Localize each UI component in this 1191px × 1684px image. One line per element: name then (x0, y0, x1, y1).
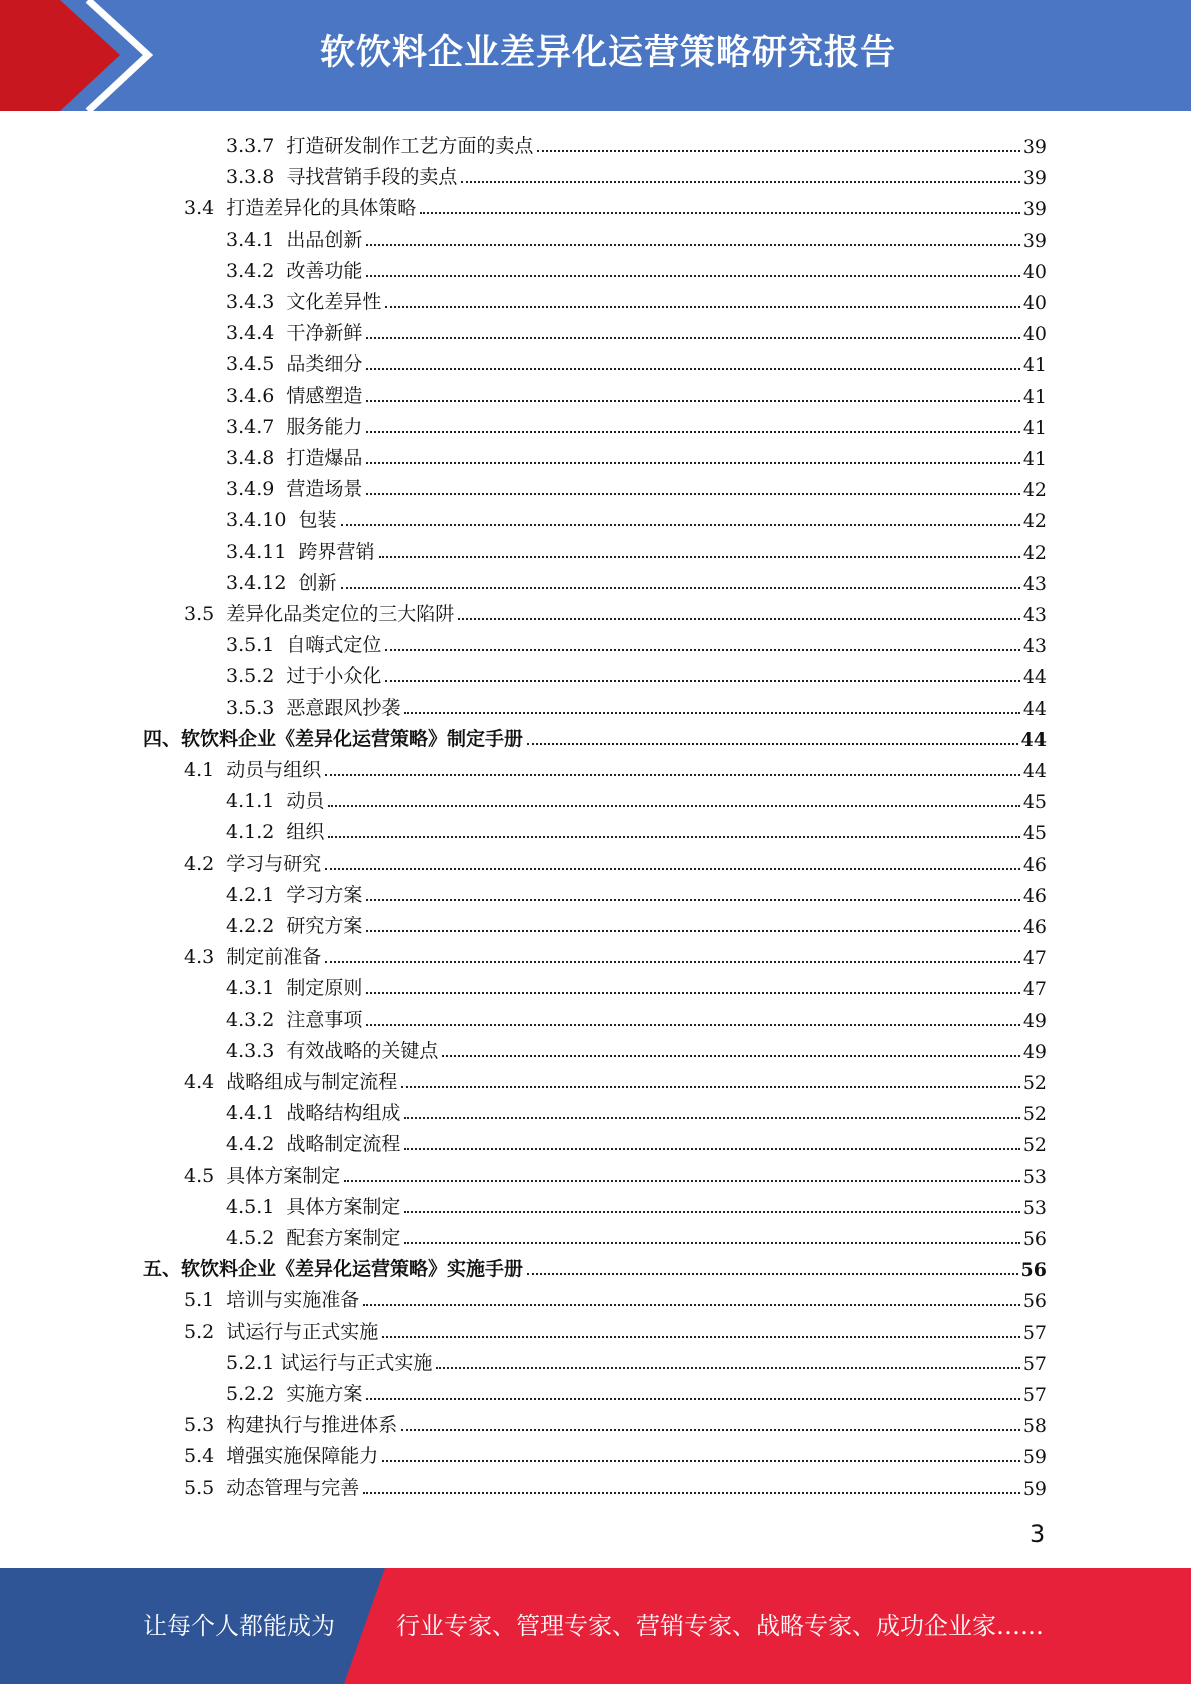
toc-entry-page: 44 (1022, 666, 1047, 689)
toc-entry-label: 4.5 具体方案制定 (184, 1164, 341, 1187)
toc-entry-label: 3.4.4 干净新鲜 (226, 322, 363, 345)
toc-leader-dots (537, 149, 1019, 152)
toc-entry-label: 3.5 差异化品类定位的三大陷阱 (184, 603, 455, 625)
toc-entry-label: 3.4.11 跨界营销 (226, 540, 375, 563)
toc-leader-dots (442, 1054, 1019, 1057)
toc-entry-page: 57 (1022, 1321, 1047, 1344)
toc-leader-dots (366, 929, 1019, 932)
toc-entry[interactable] (226, 1094, 1047, 1125)
toc-entry-page: 45 (1022, 791, 1047, 814)
toc-entry[interactable] (226, 564, 1047, 595)
toc-entry-page: 52 (1022, 1072, 1047, 1094)
toc-entry-label: 3.4.12 创新 (226, 571, 337, 594)
toc-leader-dots (341, 586, 1020, 589)
toc-entry-page: 40 (1022, 323, 1047, 346)
toc-entry-page: 39 (1022, 229, 1047, 252)
toc-entry[interactable] (143, 1250, 1047, 1281)
toc-entry-page: 41 (1022, 416, 1047, 439)
toc-entry-page: 41 (1022, 448, 1047, 470)
toc-entry[interactable] (226, 439, 1047, 470)
toc-leader-dots (341, 523, 1020, 526)
toc-leader-dots (366, 461, 1019, 464)
toc-entry-label: 5.2 试运行与正式实施 (184, 1320, 379, 1343)
toc-entry-label: 4.1.1 动员 (226, 790, 325, 813)
toc-leader-dots (366, 991, 1019, 994)
toc-entry[interactable] (184, 595, 1047, 626)
toc-entry-page: 39 (1022, 167, 1047, 190)
toc-entry[interactable] (184, 1157, 1047, 1188)
toc-entry-label: 4.3.1 制定原则 (226, 977, 363, 1000)
toc-entry[interactable] (226, 1125, 1047, 1156)
toc-entry[interactable] (226, 1344, 1047, 1375)
toc-entry[interactable] (226, 813, 1047, 844)
toc-entry-label: 4.3.2 注意事项 (226, 1008, 363, 1031)
toc-leader-dots (325, 960, 1020, 963)
toc-leader-dots (366, 1023, 1019, 1026)
toc-entry-page: 52 (1022, 1103, 1047, 1126)
toc-leader-dots (366, 399, 1019, 402)
toc-entry-label: 4.3 制定前准备 (184, 946, 322, 969)
toc-entry-label: 5.2.2 实施方案 (226, 1383, 363, 1405)
toc-entry-page: 46 (1022, 853, 1047, 876)
toc-entry-page: 42 (1022, 479, 1047, 502)
toc-entry-page: 43 (1022, 635, 1047, 658)
toc-entry-label: 3.3.8 寻找营销手段的卖点 (226, 166, 458, 189)
toc-entry-label: 四、软饮料企业《差异化运营策略》制定手册 (143, 727, 524, 750)
toc-entry[interactable] (226, 314, 1047, 345)
toc-entry-label: 4.2.1 学习方案 (226, 883, 363, 906)
toc-leader-dots (366, 492, 1019, 495)
toc-entry-label: 3.5.2 过于小众化 (226, 665, 382, 688)
toc-entry[interactable] (226, 377, 1047, 408)
toc-entry[interactable] (226, 345, 1047, 376)
toc-entry-label: 5.2.1 试运行与正式实施 (226, 1351, 433, 1374)
toc-leader-dots (420, 211, 1020, 214)
toc-entry-page: 49 (1022, 1009, 1047, 1032)
page-footer (0, 1568, 1191, 1684)
toc-leader-dots (385, 305, 1019, 308)
toc-entry-page: 53 (1022, 1165, 1047, 1188)
toc-entry-label: 4.4.2 战略制定流程 (226, 1133, 401, 1156)
toc-entry-page: 47 (1022, 978, 1047, 1001)
toc-entry-label: 4.5.2 配套方案制定 (226, 1227, 401, 1249)
toc-entry[interactable] (143, 720, 1047, 751)
toc-entry[interactable] (184, 189, 1047, 220)
toc-entry[interactable] (226, 252, 1047, 283)
toc-entry-page: 57 (1022, 1352, 1047, 1375)
toc-leader-dots (404, 1241, 1019, 1244)
toc-entry[interactable] (226, 501, 1047, 532)
toc-leader-dots (458, 617, 1020, 620)
page-number: 3 (1030, 1520, 1046, 1548)
toc-entry-label: 4.3.3 有效战略的关键点 (226, 1039, 439, 1062)
toc-leader-dots (366, 336, 1019, 339)
toc-leader-dots (366, 274, 1019, 277)
toc-entry[interactable] (226, 221, 1047, 252)
toc-entry-page: 58 (1022, 1415, 1047, 1438)
toc-leader-dots (385, 648, 1019, 651)
toc-entry-label: 3.4.7 服务能力 (226, 415, 363, 438)
toc-entry-label: 5.4 增强实施保障能力 (184, 1445, 379, 1468)
toc-entry-page: 44 (1020, 728, 1047, 751)
toc-leader-dots (363, 1303, 1020, 1306)
toc-entry[interactable] (184, 938, 1047, 969)
toc-leader-dots (325, 773, 1020, 776)
toc-entry[interactable] (226, 283, 1047, 314)
toc-entry-page: 45 (1022, 822, 1047, 845)
toc-entry-page: 57 (1022, 1384, 1047, 1406)
toc-entry-label: 3.4.10 包装 (226, 509, 337, 532)
toc-entry[interactable] (184, 1437, 1047, 1468)
toc-entry-label: 3.3.7 打造研发制作工艺方面的卖点 (226, 135, 534, 157)
toc-entry-page: 41 (1022, 354, 1047, 377)
toc-entry-page: 46 (1022, 884, 1047, 907)
toc-entry-label: 5.3 构建执行与推进体系 (184, 1414, 398, 1437)
page-header (0, 0, 1191, 111)
toc-entry[interactable] (226, 1188, 1047, 1219)
toc-entry[interactable] (226, 876, 1047, 907)
toc-entry-page: 53 (1022, 1196, 1047, 1219)
toc-entry-label: 3.4 打造差异化的具体策略 (184, 197, 417, 220)
toc-entry[interactable] (226, 969, 1047, 1000)
toc-leader-dots (461, 180, 1019, 183)
toc-entry[interactable] (184, 1313, 1047, 1344)
toc-entry-label: 4.5.1 具体方案制定 (226, 1195, 401, 1218)
toc-entry-page: 56 (1022, 1228, 1047, 1250)
toc-entry-label: 五、软饮料企业《差异化运营策略》实施手册 (143, 1258, 524, 1281)
toc-entry[interactable] (226, 626, 1047, 657)
toc-entry[interactable] (226, 127, 1047, 158)
toc-entry-page: 43 (1022, 604, 1047, 626)
toc-entry[interactable] (226, 1219, 1047, 1250)
toc-leader-dots (366, 430, 1019, 433)
toc-entry-label: 3.5.3 恶意跟风抄袭 (226, 696, 401, 719)
toc-entry-label: 5.1 培训与实施准备 (184, 1289, 360, 1312)
toc-entry[interactable] (226, 158, 1047, 189)
toc-entry-page: 44 (1022, 697, 1047, 720)
toc-leader-dots (385, 679, 1019, 682)
toc-entry-page: 56 (1022, 1290, 1047, 1313)
toc-leader-dots (436, 1366, 1019, 1369)
toc-entry-page: 43 (1022, 572, 1047, 595)
toc-entry-page: 49 (1022, 1040, 1047, 1063)
toc-entry-label: 3.5.1 自嗨式定位 (226, 634, 382, 657)
toc-leader-dots (401, 1428, 1020, 1431)
toc-leader-dots (382, 1335, 1020, 1338)
toc-leader-dots (401, 1085, 1020, 1088)
toc-entry-label: 4.1.2 组织 (226, 821, 325, 844)
toc-entry[interactable] (184, 1281, 1047, 1312)
toc-leader-dots (404, 711, 1019, 714)
toc-entry-label: 3.4.1 出品创新 (226, 228, 363, 251)
toc-leader-dots (366, 1397, 1019, 1400)
toc-entry[interactable] (184, 1063, 1047, 1094)
toc-entry-page: 59 (1022, 1446, 1047, 1469)
report-title: 软饮料企业差异化运营策略研究报告 (319, 33, 896, 73)
toc-leader-dots (404, 1116, 1019, 1119)
toc-entry-page: 39 (1022, 136, 1047, 158)
toc-leader-dots (328, 835, 1019, 838)
toc-entry[interactable] (184, 1406, 1047, 1437)
toc-entry-page: 39 (1022, 198, 1047, 221)
toc-entry[interactable] (226, 533, 1047, 564)
toc-entry[interactable] (226, 689, 1047, 720)
toc-entry-label: 4.4 战略组成与制定流程 (184, 1071, 398, 1093)
toc-entry-label: 4.1 动员与组织 (184, 759, 322, 781)
toc-leader-dots (382, 1459, 1020, 1462)
toc-entry-label: 3.4.5 品类细分 (226, 353, 363, 376)
toc-leader-dots (325, 867, 1020, 870)
toc-leader-dots (404, 1210, 1019, 1213)
toc-entry[interactable] (226, 907, 1047, 938)
toc-entry[interactable] (226, 657, 1047, 688)
toc-entry[interactable] (226, 1032, 1047, 1063)
toc-leader-dots (366, 367, 1019, 370)
toc-entry-page: 47 (1022, 947, 1047, 970)
toc-entry-label: 3.4.2 改善功能 (226, 259, 363, 282)
toc-entry[interactable] (226, 470, 1047, 501)
toc-entry[interactable] (226, 408, 1047, 439)
toc-entry-page: 41 (1022, 385, 1047, 408)
toc-leader-dots (527, 1272, 1018, 1275)
toc-entry[interactable] (226, 1375, 1047, 1406)
toc-entry-page: 44 (1022, 760, 1047, 782)
toc-leader-dots (366, 898, 1019, 901)
toc-entry-label: 5.5 动态管理与完善 (184, 1476, 360, 1499)
toc-entry-label: 4.2 学习与研究 (184, 852, 322, 875)
toc-leader-dots (344, 1179, 1020, 1182)
toc-entry-label: 3.4.9 营造场景 (226, 478, 363, 501)
toc-entry-page: 46 (1022, 916, 1047, 938)
toc-entry[interactable] (226, 782, 1047, 813)
footer-slogan-right: 行业专家、管理专家、营销专家、战略专家、成功企业家…… (396, 1612, 1044, 1640)
footer-slogan-left: 让每个人都能成为 (143, 1612, 335, 1640)
toc-leader-dots (404, 1147, 1019, 1150)
toc-entry-page: 52 (1022, 1134, 1047, 1157)
toc-entry[interactable] (184, 751, 1047, 782)
toc-entry-page: 40 (1022, 292, 1047, 314)
toc-leader-dots (363, 1491, 1020, 1494)
toc-entry-label: 4.2.2 研究方案 (226, 915, 363, 937)
toc-leader-dots (328, 804, 1019, 807)
toc-entry-page: 56 (1020, 1259, 1047, 1282)
toc-entry-label: 3.4.8 打造爆品 (226, 447, 363, 469)
toc-entry[interactable] (184, 1469, 1047, 1500)
toc-leader-dots (366, 243, 1019, 246)
toc-entry-page: 40 (1022, 260, 1047, 283)
toc-entry-label: 3.4.6 情感塑造 (226, 384, 363, 407)
toc-entry-label: 4.4.1 战略结构组成 (226, 1102, 401, 1125)
toc-entry-page: 42 (1022, 541, 1047, 564)
toc-entry-label: 3.4.3 文化差异性 (226, 291, 382, 313)
toc-entry[interactable] (226, 1001, 1047, 1032)
toc-leader-dots (527, 742, 1018, 745)
toc-entry[interactable] (184, 845, 1047, 876)
toc-leader-dots (379, 555, 1020, 558)
toc-entry-page: 42 (1022, 510, 1047, 533)
toc-entry-page: 59 (1022, 1477, 1047, 1500)
